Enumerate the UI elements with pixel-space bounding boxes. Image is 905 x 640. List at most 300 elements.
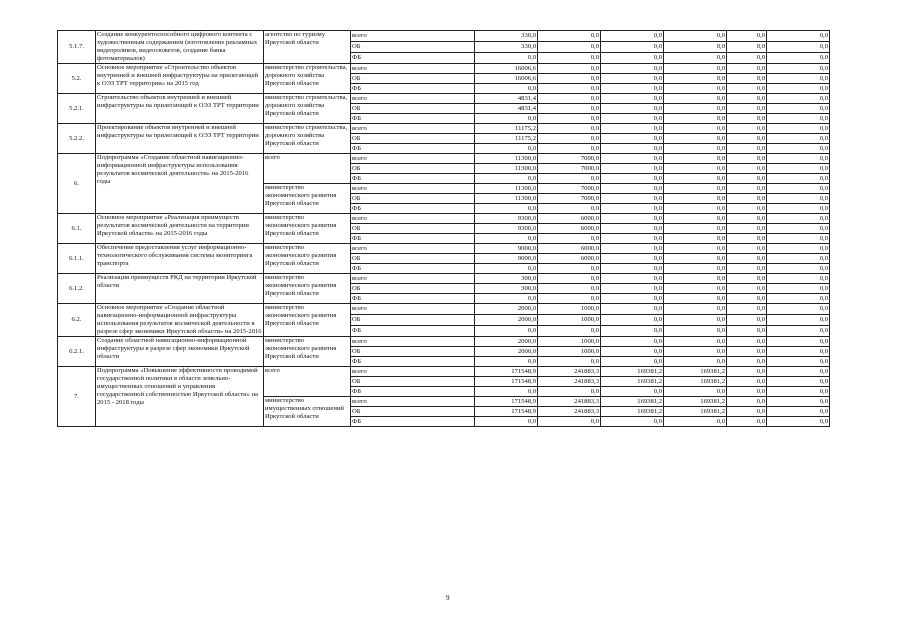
funding-source: ФБ [351,294,475,304]
section-title: Реализация преимуществ РКД на территории Иркутской области [96,274,264,304]
amount-cell: 0,0 [664,347,727,357]
amount-cell: 0,0 [727,164,767,174]
amount-cell: 0,0 [601,254,664,264]
amount-cell: 0,0 [475,53,538,64]
section-title: Основное мероприятие «Строительство объектов внутренней и внешней инфраструктуры на прилегающей к ОЭЗ ТРТ территории» на 2015 год [96,64,264,94]
table-row [58,124,830,134]
amount-cell: 0,0 [538,174,601,184]
amount-cell: 0,0 [767,274,830,284]
amount-cell: 0,0 [601,154,664,164]
amount-cell: 0,0 [664,254,727,264]
amount-cell: 169381,2 [664,377,727,387]
responsible-org: министерство экономического развития Иркутской области [264,274,351,304]
amount-cell: 0,0 [664,134,727,144]
amount-cell: 0,0 [767,204,830,214]
amount-cell: 0,0 [538,387,601,397]
amount-cell: 0,0 [664,84,727,94]
amount-cell: 0,0 [727,326,767,337]
responsible-org: всего [264,367,351,397]
amount-cell: 0,0 [664,31,727,42]
amount-cell: 0,0 [601,244,664,254]
amount-cell: 0,0 [664,294,727,304]
amount-cell: 0,0 [727,337,767,347]
amount-cell: 0,0 [767,337,830,347]
section-number: 5.2. [58,64,96,94]
amount-cell: 0,0 [727,214,767,224]
amount-cell: 0,0 [664,74,727,84]
amount-cell: 0,0 [727,294,767,304]
amount-cell: 0,0 [767,367,830,377]
amount-cell: 0,0 [767,254,830,264]
amount-cell: 0,0 [727,377,767,387]
amount-cell: 0,0 [727,315,767,326]
amount-cell: 0,0 [601,337,664,347]
amount-cell: 1000,0 [538,304,601,315]
amount-cell: 0,0 [601,74,664,84]
amount-cell: 0,0 [767,184,830,194]
section-number: 6.1. [58,214,96,244]
funding-source: всего [351,64,475,74]
section-number: 7. [58,367,96,427]
amount-cell: 0,0 [601,417,664,427]
amount-cell: 0,0 [727,367,767,377]
amount-cell: 1000,0 [538,347,601,357]
amount-cell: 0,0 [767,53,830,64]
amount-cell: 0,0 [664,284,727,294]
funding-source: всего [351,154,475,164]
amount-cell: 0,0 [475,144,538,154]
amount-cell: 0,0 [475,357,538,367]
funding-source: всего [351,367,475,377]
amount-cell: 0,0 [601,164,664,174]
amount-cell: 0,0 [767,397,830,407]
funding-source: ФБ [351,387,475,397]
amount-cell: 0,0 [601,224,664,234]
amount-cell: 0,0 [601,104,664,114]
amount-cell: 330,0 [475,42,538,53]
amount-cell: 0,0 [664,94,727,104]
amount-cell: 0,0 [727,53,767,64]
funding-source: всего [351,184,475,194]
amount-cell: 0,0 [538,74,601,84]
amount-cell: 16006,6 [475,74,538,84]
funding-source: всего [351,274,475,284]
responsible-org: агентство по туризму Иркутской области [264,31,351,64]
amount-cell: 11300,0 [475,194,538,204]
amount-cell: 0,0 [664,244,727,254]
amount-cell: 171548,9 [475,407,538,417]
amount-cell: 0,0 [727,31,767,42]
amount-cell: 0,0 [664,174,727,184]
amount-cell: 0,0 [538,64,601,74]
funding-source: ОБ [351,284,475,294]
section-title: Подпрограмма «Повышение эффективности проводимой государственной политики в области земельно-имущественных отношений и управления государственной собственностью Иркутской области» на 2015 - 2018 годы [96,367,264,427]
amount-cell: 0,0 [767,31,830,42]
section-title: Обеспечение предоставления услуг информационно-технологического обслуживания системы мониторинга транспорта [96,244,264,274]
amount-cell: 1000,0 [538,337,601,347]
amount-cell: 0,0 [727,417,767,427]
amount-cell: 6000,0 [538,214,601,224]
amount-cell: 4831,4 [475,94,538,104]
amount-cell: 0,0 [767,134,830,144]
funding-source: ОБ [351,74,475,84]
amount-cell: 2000,0 [475,315,538,326]
amount-cell: 0,0 [601,84,664,94]
responsible-org: министерство строительства, дорожного хозяйства Иркутской области [264,64,351,94]
amount-cell: 0,0 [727,42,767,53]
amount-cell: 0,0 [664,214,727,224]
amount-cell: 0,0 [767,377,830,387]
funding-source: ОБ [351,347,475,357]
amount-cell: 16006,6 [475,64,538,74]
amount-cell: 0,0 [767,74,830,84]
amount-cell: 0,0 [601,174,664,184]
funding-source: всего [351,397,475,407]
amount-cell: 0,0 [601,204,664,214]
amount-cell: 0,0 [475,264,538,274]
amount-cell: 0,0 [767,124,830,134]
amount-cell: 11300,0 [475,184,538,194]
amount-cell: 0,0 [538,84,601,94]
table-row [58,31,830,42]
amount-cell: 0,0 [727,114,767,124]
amount-cell: 0,0 [538,264,601,274]
amount-cell: 0,0 [767,234,830,244]
amount-cell: 0,0 [601,64,664,74]
amount-cell: 0,0 [767,64,830,74]
table-row [58,367,830,377]
responsible-org: министерство экономического развития Иркутской области [264,244,351,274]
amount-cell: 0,0 [727,104,767,114]
amount-cell: 9300,0 [475,214,538,224]
amount-cell: 0,0 [538,417,601,427]
amount-cell: 0,0 [727,124,767,134]
section-number: 6.2. [58,304,96,337]
amount-cell: 0,0 [601,194,664,204]
amount-cell: 0,0 [601,326,664,337]
amount-cell: 171548,9 [475,377,538,387]
funding-source: ОБ [351,224,475,234]
amount-cell: 0,0 [475,417,538,427]
amount-cell: 0,0 [601,315,664,326]
amount-cell: 0,0 [538,42,601,53]
amount-cell: 0,0 [664,337,727,347]
funding-source: ОБ [351,134,475,144]
amount-cell: 0,0 [767,294,830,304]
amount-cell: 0,0 [767,417,830,427]
amount-cell: 0,0 [601,124,664,134]
amount-cell: 0,0 [767,244,830,254]
section-title: Создание конкурентоспособного цифрового контента с художественным содержанием (изготовление рекламных видеороликов, видеосюжетов, создание банка фотоматериалов) [96,31,264,64]
amount-cell: 169381,2 [664,367,727,377]
amount-cell: 0,0 [664,42,727,53]
section-title: Основное мероприятие «Реализация преимуществ результатов космической деятельности на территории Иркутской области» на 2015-2016 годы [96,214,264,244]
section-number: 5.2.1. [58,94,96,124]
amount-cell: 0,0 [538,326,601,337]
amount-cell: 0,0 [727,94,767,104]
amount-cell: 9000,0 [475,254,538,264]
amount-cell: 169381,2 [601,377,664,387]
amount-cell: 241883,3 [538,367,601,377]
responsible-org: министерство строительства, дорожного хозяйства Иркутской области [264,94,351,124]
amount-cell: 0,0 [601,304,664,315]
amount-cell: 0,0 [475,84,538,94]
amount-cell: 0,0 [475,204,538,214]
amount-cell: 0,0 [767,315,830,326]
amount-cell: 0,0 [601,94,664,104]
table-row [58,94,830,104]
table-row [58,274,830,284]
amount-cell: 171548,9 [475,367,538,377]
amount-cell: 6000,0 [538,244,601,254]
amount-cell: 0,0 [727,244,767,254]
funding-source: всего [351,304,475,315]
amount-cell: 0,0 [727,254,767,264]
funding-source: всего [351,124,475,134]
amount-cell: 0,0 [601,294,664,304]
amount-cell: 0,0 [727,84,767,94]
funding-source: ФБ [351,234,475,244]
funding-source: ФБ [351,326,475,337]
amount-cell: 0,0 [664,274,727,284]
amount-cell: 0,0 [538,114,601,124]
funding-source: ОБ [351,377,475,387]
amount-cell: 0,0 [475,114,538,124]
amount-cell: 0,0 [664,154,727,164]
amount-cell: 300,0 [475,274,538,284]
amount-cell: 0,0 [767,104,830,114]
amount-cell: 0,0 [727,407,767,417]
amount-cell: 0,0 [727,144,767,154]
amount-cell: 0,0 [727,194,767,204]
amount-cell: 0,0 [664,304,727,315]
section-title: Создание областной навигационно-информационной инфраструктуры в разрезе сфер экономики Иркутской области [96,337,264,367]
table-row [58,154,830,164]
responsible-org: министерство экономического развития Иркутской области [264,214,351,244]
funding-source: всего [351,31,475,42]
amount-cell: 169381,2 [601,397,664,407]
amount-cell: 0,0 [538,94,601,104]
amount-cell: 0,0 [538,234,601,244]
amount-cell: 0,0 [727,224,767,234]
amount-cell: 0,0 [664,114,727,124]
amount-cell: 4831,4 [475,104,538,114]
funding-source: ОБ [351,407,475,417]
amount-cell: 0,0 [601,42,664,53]
amount-cell: 0,0 [727,357,767,367]
amount-cell: 0,0 [767,347,830,357]
amount-cell: 0,0 [727,284,767,294]
amount-cell: 330,0 [475,31,538,42]
amount-cell: 0,0 [601,234,664,244]
amount-cell: 0,0 [475,387,538,397]
funding-source: ОБ [351,164,475,174]
amount-cell: 0,0 [664,264,727,274]
funding-source: всего [351,214,475,224]
amount-cell: 0,0 [767,84,830,94]
funding-source: всего [351,94,475,104]
amount-cell: 0,0 [727,397,767,407]
amount-cell: 0,0 [538,274,601,284]
amount-cell: 169381,2 [664,407,727,417]
funding-source: ФБ [351,144,475,154]
section-number: 5.2.2. [58,124,96,154]
amount-cell: 0,0 [664,387,727,397]
funding-source: ФБ [351,417,475,427]
amount-cell: 2000,0 [475,304,538,315]
section-title: Подпрограмма «Создание областной навигационно-информационной инфраструктуры использования результатов космической деятельности» на 2015-2016 годы [96,154,264,214]
funding-source: ФБ [351,264,475,274]
amount-cell: 241883,3 [538,377,601,387]
responsible-org: всего [264,154,351,184]
amount-cell: 0,0 [767,224,830,234]
amount-cell: 0,0 [727,174,767,184]
amount-cell: 0,0 [727,74,767,84]
budget-table [57,30,830,427]
amount-cell: 6000,0 [538,224,601,234]
amount-cell: 0,0 [727,387,767,397]
amount-cell: 0,0 [538,104,601,114]
amount-cell: 0,0 [664,204,727,214]
amount-cell: 9000,0 [475,244,538,254]
amount-cell: 7000,0 [538,164,601,174]
funding-source: ФБ [351,114,475,124]
amount-cell: 0,0 [601,214,664,224]
funding-source: ОБ [351,194,475,204]
table-row [58,64,830,74]
amount-cell: 0,0 [767,42,830,53]
amount-cell: 169381,2 [601,407,664,417]
amount-cell: 0,0 [767,357,830,367]
amount-cell: 0,0 [475,326,538,337]
amount-cell: 0,0 [601,387,664,397]
amount-cell: 0,0 [727,204,767,214]
amount-cell: 0,0 [664,357,727,367]
amount-cell: 0,0 [538,144,601,154]
amount-cell: 0,0 [664,417,727,427]
amount-cell: 0,0 [664,144,727,154]
responsible-org: министерство экономического развития Иркутской области [264,337,351,367]
responsible-org: министерство имущественных отношений Иркутской области [264,397,351,427]
amount-cell: 241883,3 [538,397,601,407]
amount-cell: 0,0 [601,53,664,64]
amount-cell: 0,0 [767,164,830,174]
funding-source: ФБ [351,204,475,214]
amount-cell: 2000,0 [475,337,538,347]
amount-cell: 0,0 [767,154,830,164]
responsible-org: министерство экономического развития Иркутской области [264,184,351,214]
amount-cell: 0,0 [767,304,830,315]
amount-cell: 0,0 [664,164,727,174]
amount-cell: 0,0 [538,31,601,42]
section-number: 5.1.7. [58,31,96,64]
table-row [58,304,830,315]
amount-cell: 0,0 [767,387,830,397]
amount-cell: 7000,0 [538,154,601,164]
amount-cell: 0,0 [664,194,727,204]
amount-cell: 0,0 [664,64,727,74]
amount-cell: 0,0 [664,104,727,114]
amount-cell: 0,0 [727,154,767,164]
funding-source: всего [351,337,475,347]
amount-cell: 0,0 [664,53,727,64]
section-title: Строительство объектов внутренней и внешней инфраструктуры на прилегающей к ОЭЗ ТРТ территории [96,94,264,124]
amount-cell: 0,0 [767,194,830,204]
amount-cell: 2000,0 [475,347,538,357]
amount-cell: 0,0 [538,124,601,134]
amount-cell: 0,0 [475,234,538,244]
funding-source: ФБ [351,174,475,184]
funding-source: ОБ [351,254,475,264]
amount-cell: 0,0 [664,224,727,234]
amount-cell: 0,0 [664,184,727,194]
funding-source: ОБ [351,315,475,326]
amount-cell: 0,0 [767,264,830,274]
amount-cell: 11175,2 [475,134,538,144]
amount-cell: 241883,3 [538,407,601,417]
amount-cell: 0,0 [664,315,727,326]
responsible-org: министерство экономического развития Иркутской области [264,304,351,337]
amount-cell: 0,0 [538,53,601,64]
amount-cell: 11300,0 [475,164,538,174]
amount-cell: 0,0 [601,184,664,194]
amount-cell: 0,0 [601,347,664,357]
amount-cell: 0,0 [727,304,767,315]
amount-cell: 0,0 [601,134,664,144]
funding-source: ОБ [351,42,475,53]
amount-cell: 0,0 [767,114,830,124]
table-row [58,214,830,224]
responsible-org: министерство строительства, дорожного хозяйства Иркутской области [264,124,351,154]
section-number: 6. [58,154,96,214]
amount-cell: 0,0 [601,144,664,154]
section-number: 6.1.1. [58,244,96,274]
amount-cell: 0,0 [727,264,767,274]
amount-cell: 169381,2 [664,397,727,407]
funding-source: ФБ [351,84,475,94]
amount-cell: 0,0 [601,264,664,274]
section-number: 6.1.2. [58,274,96,304]
section-number: 6.2.1. [58,337,96,367]
section-title: Проектирование объектов внутренней и внешней инфраструктуры на прилегающей к ОЭЗ ТРТ территории [96,124,264,154]
amount-cell: 300,0 [475,284,538,294]
amount-cell: 0,0 [767,94,830,104]
amount-cell: 9300,0 [475,224,538,234]
amount-cell: 11300,0 [475,154,538,164]
amount-cell: 0,0 [767,407,830,417]
amount-cell: 0,0 [767,174,830,184]
amount-cell: 7000,0 [538,194,601,204]
table-row [58,337,830,347]
amount-cell: 0,0 [664,124,727,134]
amount-cell: 0,0 [767,284,830,294]
amount-cell: 0,0 [538,294,601,304]
amount-cell: 0,0 [727,234,767,244]
amount-cell: 0,0 [538,284,601,294]
amount-cell: 0,0 [601,31,664,42]
funding-source: всего [351,244,475,254]
amount-cell: 0,0 [538,134,601,144]
section-title: Основное мероприятие «Создание областной навигационно-информационной инфраструктуры использования результатов космической деятельности в разрезе сфер экономики Иркутской области» на 2015-2016 [97,304,262,335]
amount-cell: 0,0 [767,214,830,224]
amount-cell: 0,0 [601,114,664,124]
amount-cell: 0,0 [727,134,767,144]
amount-cell: 0,0 [727,347,767,357]
amount-cell: 0,0 [664,326,727,337]
funding-source: ОБ [351,104,475,114]
amount-cell: 6000,0 [538,254,601,264]
amount-cell: 169381,2 [601,367,664,377]
